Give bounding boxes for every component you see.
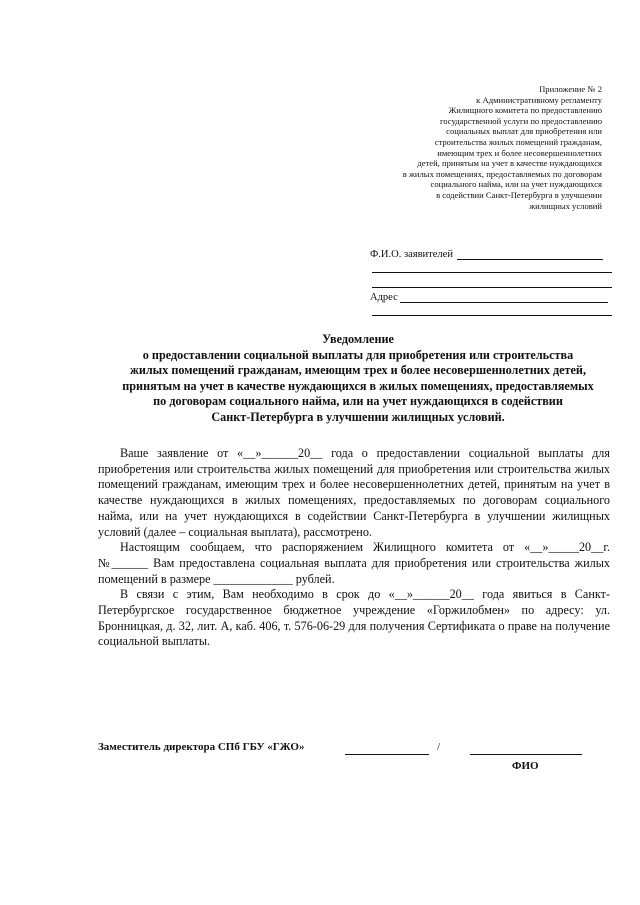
signature-slash: / <box>437 741 441 753</box>
signature-line[interactable] <box>345 754 429 755</box>
applicant-address-field <box>370 291 608 303</box>
fio-caption: ФИО <box>512 760 539 772</box>
appendix-line: детей, принятым на учет в качестве нуждающихся <box>417 158 602 169</box>
appendix-line: Жилищного комитета по предоставлению <box>448 105 602 116</box>
appendix-line: имеющим трех и более несовершеннолетних <box>437 147 602 158</box>
notice-subtitle-line: Санкт-Петербурга в улучшении жилищных условий. <box>211 409 505 424</box>
applicant-fio-input-line[interactable] <box>457 248 603 260</box>
appendix-note <box>362 84 602 211</box>
appendix-line: строительства жилых помещений гражданам, <box>434 136 602 147</box>
notice-subtitle-line: жилых помещений гражданам, имеющим трех и более несовершеннолетних детей, <box>129 363 587 378</box>
applicant-address-input-line[interactable] <box>400 291 608 303</box>
applicant-fio-extra-line[interactable] <box>372 272 612 273</box>
notice-heading: Уведомление <box>322 332 394 346</box>
notice-subtitle-line: о предоставлении социальной выплаты для приобретения или строительства <box>142 347 574 362</box>
applicant-fio-extra-line[interactable] <box>372 287 612 288</box>
notice-title <box>110 332 606 426</box>
signatory-position: Заместитель директора СПб ГБУ «ГЖО» <box>98 741 305 753</box>
body-paragraph: Ваше заявление от «__»______20__ года о предоставлении социальной выплаты для приобретения или строительства жилых помещений для приобретения или строительства жилых помещений гражданам, имеющим трех и более несовершеннолетних детей, принятым на учет в качестве нуждающихся в жилых помещениях, предоставляемых по договорам социального найма, или на учет нуждающихся в содействии Санкт-Петербурга в улучшении жилищных условий (далее – социальная выплата), рассмотрено. <box>98 446 610 539</box>
appendix-line: государственной услуги по предоставлению <box>439 115 602 126</box>
notice-subtitle-line: по договорам социального найма, или на учет нуждающихся в содействии <box>153 394 563 409</box>
fio-line[interactable] <box>470 754 582 755</box>
applicant-address-extra-line[interactable] <box>372 315 612 316</box>
body-paragraph: Настоящим сообщаем, что распоряжением Жилищного комитета от «__»_____20__г. №______ Вам предоставлена социальная выплата для приобретения или строительства жилых помещений в размере _____________ рублей. <box>98 540 610 586</box>
notice-body <box>98 446 610 650</box>
appendix-line: Приложение № 2 <box>539 84 602 94</box>
appendix-line: в содействии Санкт-Петербурга в улучшении <box>436 189 602 200</box>
appendix-line: жилищных условий <box>529 200 602 211</box>
body-paragraph: В связи с этим, Вам необходимо в срок до «__»______20__ года явиться в Санкт-Петербургское государственное бюджетное учреждение «Горжилобмен» по адресу: ул. Бронницкая, д. 32, лит. А, каб. 406, т. 576-06-29 для получения Сертификата о праве на получение социальной выплаты. <box>98 587 610 649</box>
applicant-address-label: Адрес <box>370 292 398 303</box>
appendix-line: в жилых помещениях, предоставляемых по договорам <box>402 168 602 179</box>
appendix-line: социальных выплат для приобретения или <box>446 126 602 137</box>
appendix-line: социального найма, или на учет нуждающихся <box>430 179 602 190</box>
notice-subtitle-line: принятым на учет в качестве нуждающихся в жилых помещениях, предоставляемых <box>122 378 594 393</box>
applicant-fio-field <box>370 248 603 260</box>
applicant-fio-label: Ф.И.О. заявителей <box>370 249 453 260</box>
appendix-line: к Административному регламенту <box>476 94 602 105</box>
